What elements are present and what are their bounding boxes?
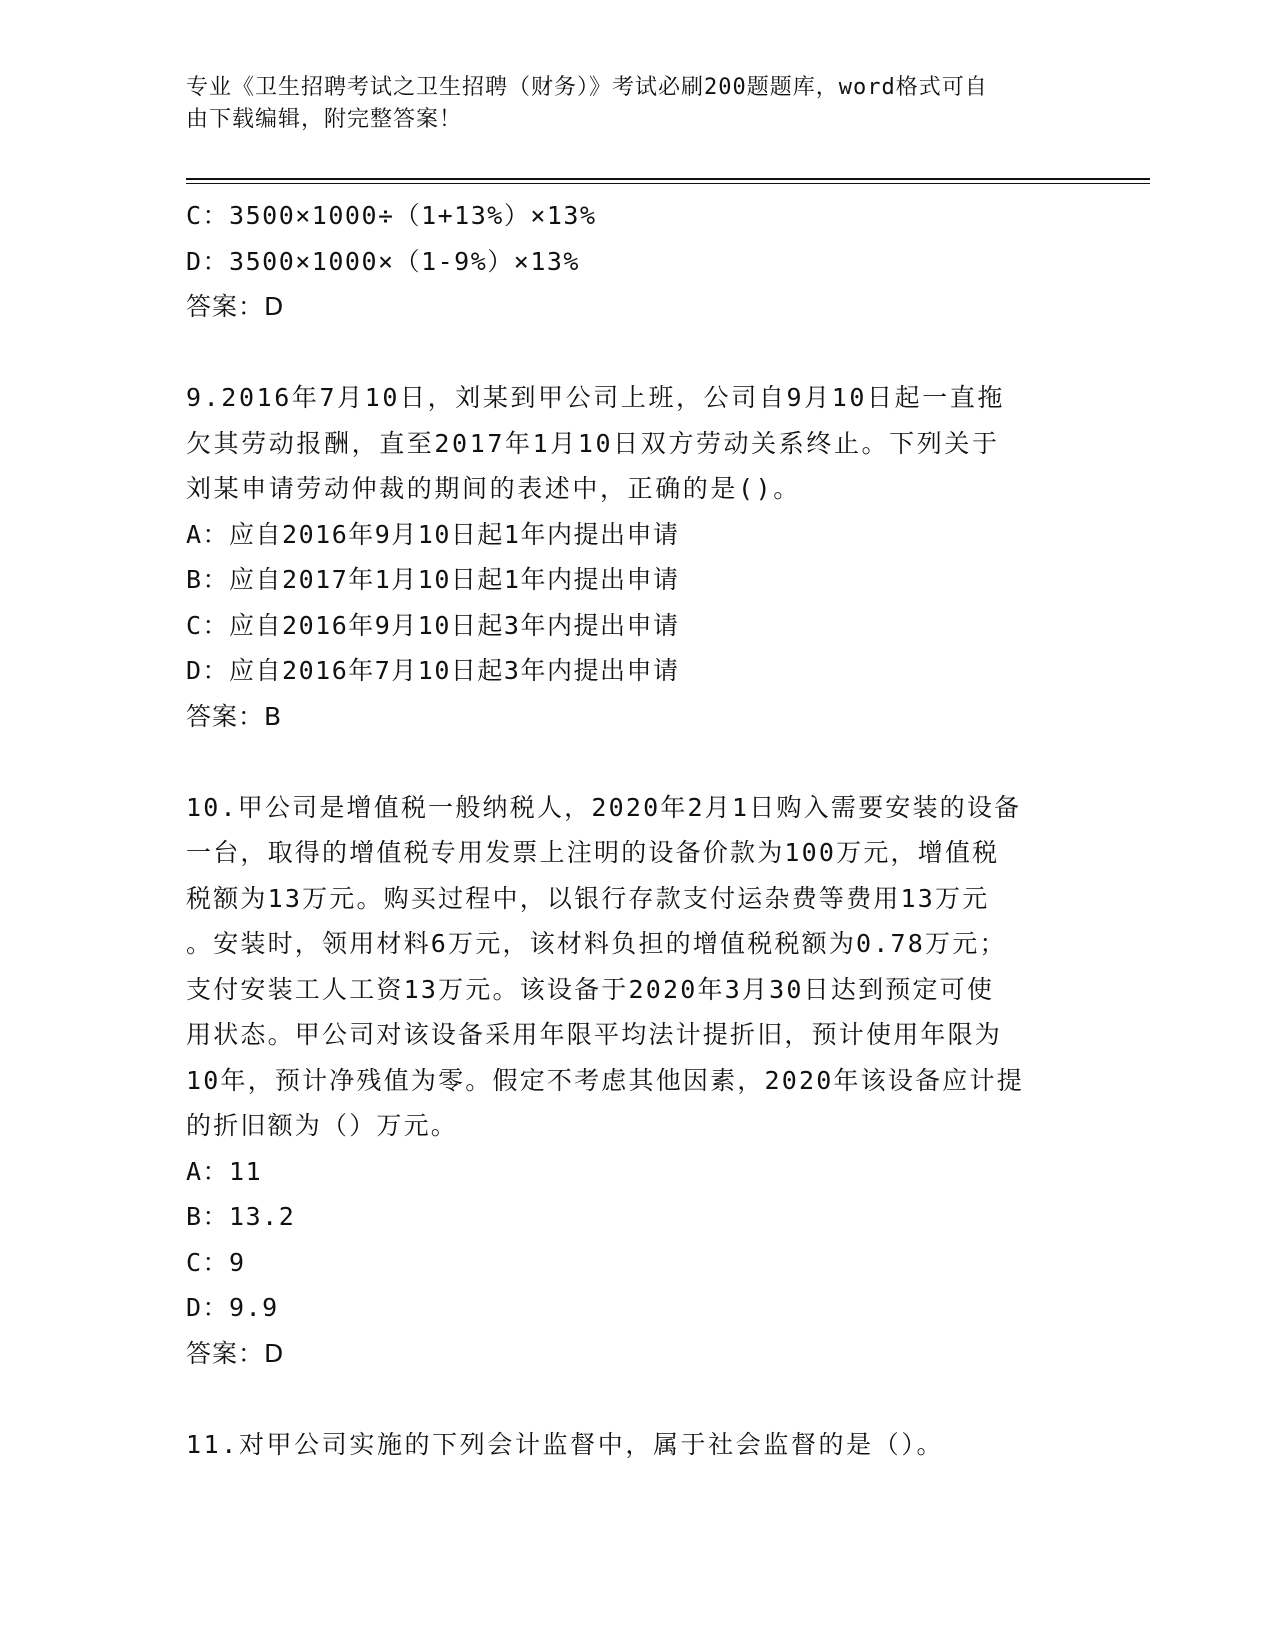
option-d: D：应自2016年7月10日起3年内提出申请 (186, 656, 680, 685)
header-divider-thin (186, 183, 1150, 184)
question-stem-line: 9.2016年7月10日，刘某到甲公司上班，公司自9月10日起一直拖 (186, 383, 1006, 412)
option-d: D：3500×1000×（1-9%）×13% (186, 246, 580, 276)
document-header (186, 72, 1086, 136)
header-line-2: 由下载编辑，附完整答案！ (186, 107, 463, 132)
question-stem-line: 11.对甲公司实施的下列会计监督中，属于社会监督的是（）。 (186, 1429, 945, 1459)
question-10 (186, 785, 1086, 1377)
question-9 (186, 375, 1086, 739)
question-11 (186, 1422, 1086, 1468)
option-b: B：应自2017年1月10日起1年内提出申请 (186, 565, 680, 594)
option-c: C：3500×1000÷（1+13%）×13% (186, 201, 597, 230)
question-stem-line: 支付安装工人工资13万元。该设备于2020年3月30日达到预定可使 (186, 974, 995, 1004)
question-stem-line: 的折旧额为（）万元。 (186, 1111, 459, 1140)
document-body (186, 193, 1086, 1467)
option-a: A：应自2016年9月10日起1年内提出申请 (186, 519, 680, 549)
spacer (186, 330, 1086, 376)
option-c: C：9 (186, 1247, 246, 1277)
question-stem (186, 1422, 1066, 1468)
header-divider-thick (186, 178, 1150, 180)
question-stem-line: 用状态。甲公司对该设备采用年限平均法计提折旧，预计使用年限为 (186, 1020, 1003, 1049)
answer-line: 答案：B (186, 701, 283, 731)
question-stem (186, 375, 1066, 512)
question-stem-line: 欠其劳动报酬，直至2017年1月10日双方劳动关系终止。下列关于 (186, 428, 1000, 458)
question-stem-line: 刘某申请劳动仲裁的期间的表述中，正确的是()。 (186, 474, 801, 503)
prev-question-tail (186, 193, 1086, 330)
answer-line: 答案：D (186, 292, 285, 321)
question-stem-line: 税额为13万元。购买过程中，以银行存款支付运杂费等费用13万元 (186, 883, 990, 913)
question-stem (186, 785, 1066, 1149)
spacer (186, 739, 1086, 785)
question-stem-line: 10.甲公司是增值税一般纳税人，2020年2月1日购入需要安装的设备 (186, 792, 1022, 822)
option-a: A：11 (186, 1156, 263, 1186)
option-d: D：9.9 (186, 1293, 279, 1322)
question-stem-line: 。安装时，领用材料6万元，该材料负担的增值税税额为0.78万元； (186, 929, 1007, 958)
question-stem-line: 10年，预计净残值为零。假定不考虑其他因素，2020年该设备应计提 (186, 1065, 1024, 1095)
question-stem-line: 一台，取得的增值税专用发票上注明的设备价款为100万元，增值税 (186, 838, 1000, 867)
option-b: B：13.2 (186, 1202, 296, 1231)
spacer (186, 1376, 1086, 1422)
answer-line: 答案：D (186, 1338, 285, 1368)
header-line-1: 专业《卫生招聘考试之卫生招聘（财务）》考试必刷200题题库，word格式可自 (186, 75, 988, 100)
option-c: C：应自2016年9月10日起3年内提出申请 (186, 610, 680, 640)
